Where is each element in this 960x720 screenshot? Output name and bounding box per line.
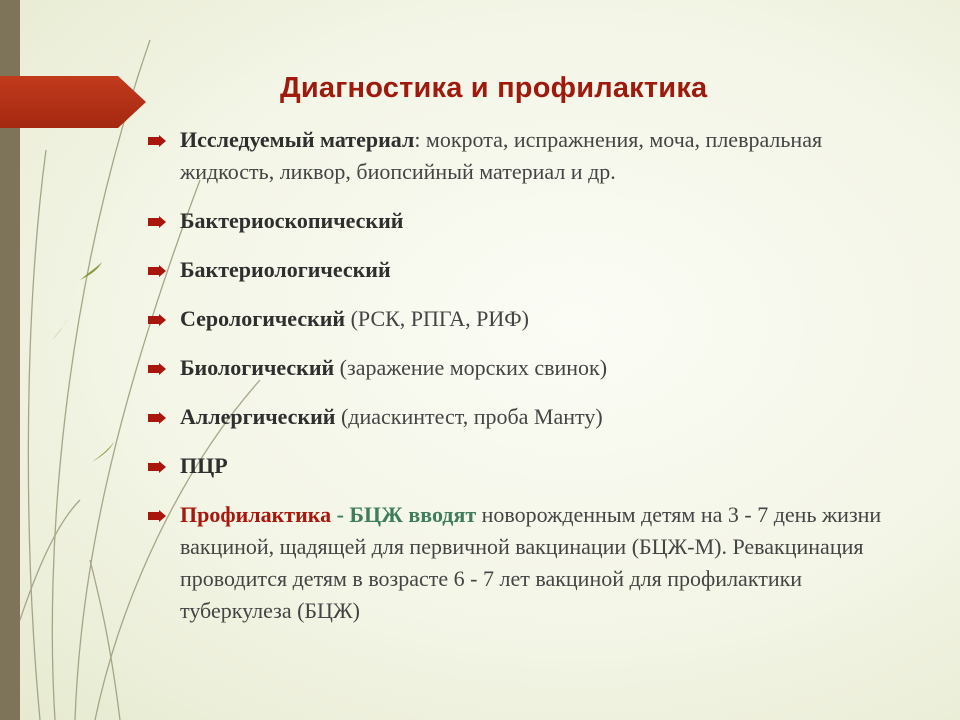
item-desc: (РСК, РПГА, РИФ) (345, 306, 529, 331)
content-list (148, 124, 888, 644)
arrow-bullet-icon (148, 461, 166, 473)
item-term: Серологический (180, 306, 346, 331)
list-item (148, 401, 888, 433)
item-desc: : мокрота, испражнения, моча, плевральная жидкость, ликвор, биопсийный материал и др. (180, 127, 823, 184)
arrow-bullet-icon (148, 265, 166, 277)
item-term: Биологический (180, 355, 335, 380)
list-item (148, 254, 888, 286)
list-item (148, 450, 888, 482)
list-item (148, 352, 888, 384)
arrow-bullet-icon (148, 135, 166, 147)
item-desc: (диаскинтест, проба Манту) (335, 404, 603, 429)
item-term: Бактериологический (180, 257, 391, 282)
item-term: Исследуемый материал (180, 127, 415, 152)
prophylaxis-term: Профилактика (180, 502, 332, 527)
item-desc: (заражение морских свинок) (334, 355, 608, 380)
title-accent-tab (0, 76, 146, 128)
prophylaxis-item (148, 499, 888, 627)
item-term: ПЦР (180, 453, 228, 478)
arrow-bullet-icon (148, 510, 166, 522)
arrow-bullet-icon (148, 363, 166, 375)
arrow-bullet-icon (148, 314, 166, 326)
list-item (148, 205, 888, 237)
prophylaxis-dash: - (331, 502, 350, 527)
item-term: Бактериоскопический (180, 208, 404, 233)
vaccine-label: БЦЖ вводят (349, 502, 477, 527)
arrow-bullet-icon (148, 412, 166, 424)
slide-title: Диагностика и профилактика (280, 72, 708, 104)
prophylaxis-desc: новорожденным детям на 3 - 7 день жизни вакциной, щадящей для первичной вакцинации (БЦЖ-М). Ревакцинация проводится детям в возрасте 6 - 7 лет вакциной для профилактики туберкулеза (БЦЖ) (180, 502, 882, 623)
list-item (148, 303, 888, 335)
list-item (148, 124, 888, 188)
arrow-bullet-icon (148, 216, 166, 228)
item-term: Аллергический (180, 404, 336, 429)
